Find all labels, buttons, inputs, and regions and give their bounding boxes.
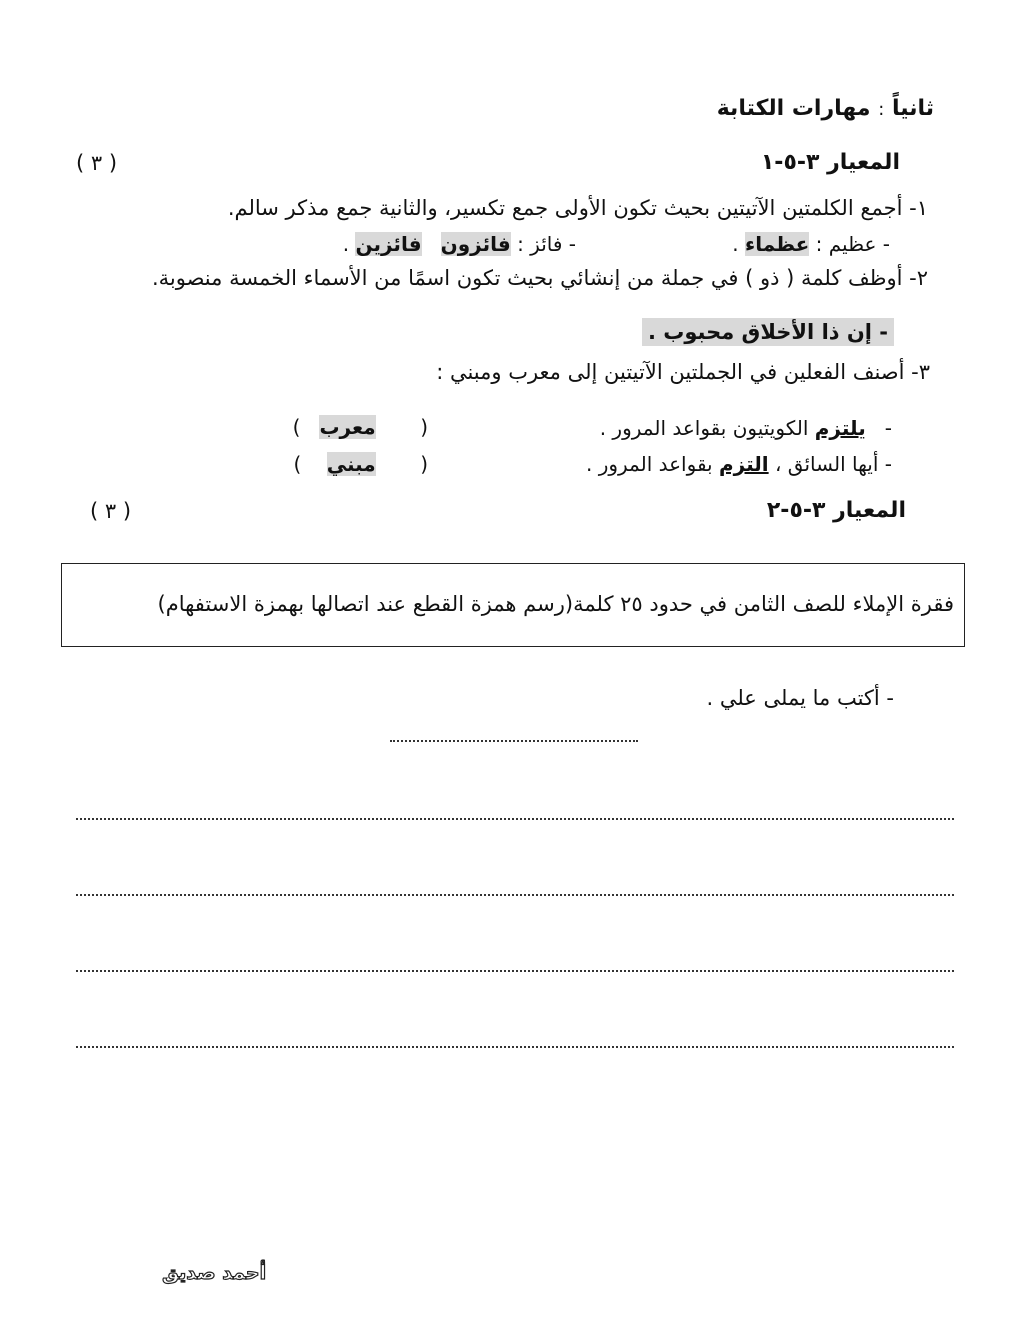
- item-b-end: .: [342, 232, 350, 256]
- author-signature: أحمد صديق: [162, 1262, 267, 1284]
- sentence-1-dash: -: [884, 416, 892, 440]
- sentence-2-verb: التزم: [718, 452, 769, 476]
- question-3-answer-2: [293, 452, 428, 476]
- question-3-answer-1: [293, 415, 428, 439]
- criterion-2-score: ( ٣ ): [90, 499, 132, 523]
- question-1-item-b: [343, 232, 576, 256]
- question-3-sentence-1: [600, 416, 892, 440]
- writing-line-1: [76, 818, 954, 820]
- item-b-answer-1: فائزون: [440, 232, 511, 256]
- writing-line-3: [76, 970, 954, 972]
- answer-1-close: ): [292, 415, 301, 439]
- item-a-answer: عظماء: [744, 232, 810, 256]
- answer-1-open: (: [420, 415, 428, 439]
- criterion-1-score: ( ٣ ): [76, 151, 118, 175]
- section-colon: :: [878, 99, 885, 120]
- question-2-answer: - إن ذا الأخلاق محبوب .: [642, 318, 894, 346]
- answer-2-value: مبني: [326, 452, 376, 476]
- dictation-instruction: - أكتب ما يملى علي .: [706, 686, 894, 710]
- answer-2-close: ): [293, 452, 302, 476]
- section-title-prefix: ثانياً: [891, 96, 934, 121]
- question-2-text: ٢- أوظف كلمة ( ذو ) في جملة من إنشائي بحيث تكون اسمًا من الأسماء الخمسة منصوبة.: [151, 266, 928, 290]
- item-a-end: .: [732, 232, 739, 256]
- criterion-2-label: المعيار ٣-٥-٢: [766, 498, 906, 523]
- sentence-1-rest: الكويتيون بقواعد المرور .: [599, 416, 809, 440]
- question-1-text: ١- أجمع الكلمتين الآتيتين بحيث تكون الأولى جمع تكسير، والثانية جمع مذكر سالم.: [227, 196, 928, 220]
- criterion-1-label: المعيار ٣-٥-١: [760, 150, 900, 175]
- item-b-answer-2: فائزين: [355, 232, 422, 256]
- writing-line-short: [390, 740, 638, 742]
- section-heading: [717, 96, 934, 121]
- sentence-1-verb: يلتزم: [814, 416, 866, 440]
- sentence-2-start: - أيها السائق ،: [774, 452, 892, 476]
- writing-line-4: [76, 1046, 954, 1048]
- writing-line-2: [76, 894, 954, 896]
- answer-2-open: (: [420, 452, 428, 476]
- dictation-box-text: فقرة الإملاء للصف الثامن في حدود ٢٥ كلمة(رسم همزة القطع عند اتصالها بهمزة الاستفهام): [157, 592, 954, 616]
- question-3-text: ٣- أصنف الفعلين في الجملتين الآتيتين إلى معرب ومبني :: [436, 360, 930, 384]
- section-title: مهارات الكتابة: [716, 96, 871, 121]
- answer-1-value: معرب: [319, 415, 376, 439]
- item-b-word: - فائز :: [517, 232, 576, 256]
- sentence-2-rest: بقواعد المرور .: [585, 452, 713, 476]
- question-1-item-a: [732, 232, 890, 256]
- question-3-sentence-2: [586, 452, 892, 476]
- item-a-word: - عظيم :: [815, 232, 890, 256]
